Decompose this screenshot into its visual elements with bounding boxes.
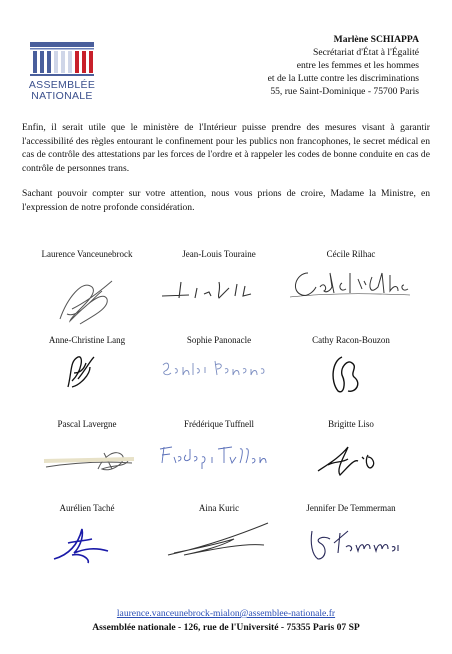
signatory-name: Anne-Christine Lang [48, 335, 126, 345]
signature-block [286, 249, 416, 259]
signatory-name: Laurence Vanceunebrock [41, 249, 133, 259]
hemicycle-icon [24, 40, 100, 80]
handwritten-signature [286, 267, 416, 303]
handwritten-signature [52, 269, 122, 329]
logo-line2: NATIONALE [31, 90, 93, 102]
recipient-line: et de la Lutte contre les discriminations [267, 73, 419, 84]
signature-block [154, 419, 284, 429]
signature-block [286, 335, 416, 345]
signature-block [154, 335, 284, 345]
signatory-name: Cathy Racon-Bouzon [312, 335, 390, 345]
handwritten-signature [164, 519, 274, 559]
recipient-line: entre les femmes et les hommes [296, 60, 419, 71]
signatory-name: Brigitte Liso [328, 419, 374, 429]
body-paragraph: Enfin, il serait utile que le ministère de l'Intérieur puisse prendre des mesures visant à garantir l'accessibilité des règles entourant le confinement pour les publics non francophones, le secret médical en cas de contrôle des attestations par les forces de l'ordre et à rappeler les codes de bonne conduite en cas de contrôle de personnes trans. [22, 122, 430, 174]
signature-block [22, 419, 152, 429]
handwritten-signature [48, 519, 118, 565]
handwritten-signature [314, 437, 384, 479]
signatory-name: Cécile Rilhac [326, 249, 376, 259]
handwritten-signature [328, 351, 368, 397]
signatory-name: Aina Kuric [198, 503, 240, 513]
closing-paragraph: Sachant pouvoir compter sur votre attention, nous vous prions de croire, Madame la Ministre, en l'expression de notre profonde considération. [22, 188, 430, 213]
signature-block [286, 503, 416, 513]
logo-line1: ASSEMBLÉE [28, 79, 96, 91]
signatory-name: Sophie Panonacle [186, 335, 252, 345]
signature-block [154, 249, 284, 259]
signatory-name: Aurélien Taché [59, 503, 115, 513]
recipient-block [268, 33, 419, 98]
handwritten-signature [60, 351, 100, 391]
handwritten-signature [159, 355, 269, 383]
recipient-line: Secrétariat d'État à l'Égalité [312, 47, 419, 58]
handwritten-signature [156, 441, 276, 471]
recipient-name: Marlène SCHIAPPA [333, 34, 419, 45]
signatory-name: Pascal Lavergne [57, 419, 117, 429]
handwritten-signature [159, 274, 269, 304]
signatory-name: Jennifer De Temmerman [306, 503, 396, 513]
letter-footer [0, 607, 452, 634]
signature-block [22, 335, 152, 345]
logo-wordmark [22, 80, 102, 102]
handwritten-signature [304, 519, 404, 565]
signature-block [22, 249, 152, 259]
footer-address: Assemblée nationale - 126, rue de l'Université - 75355 Paris 07 SP [92, 621, 360, 633]
signatory-name: Jean-Louis Touraine [182, 249, 256, 259]
signature-block [154, 503, 284, 513]
signature-block [286, 419, 416, 429]
contact-email-link[interactable]: laurence.vanceunebrock-mialon@assemblee-nationale.fr [116, 608, 336, 619]
handwritten-signature [42, 439, 138, 479]
signatory-name: Frédérique Tuffnell [183, 419, 255, 429]
recipient-address: 55, rue Saint-Dominique - 75700 Paris [270, 86, 419, 97]
signature-block [22, 503, 152, 513]
